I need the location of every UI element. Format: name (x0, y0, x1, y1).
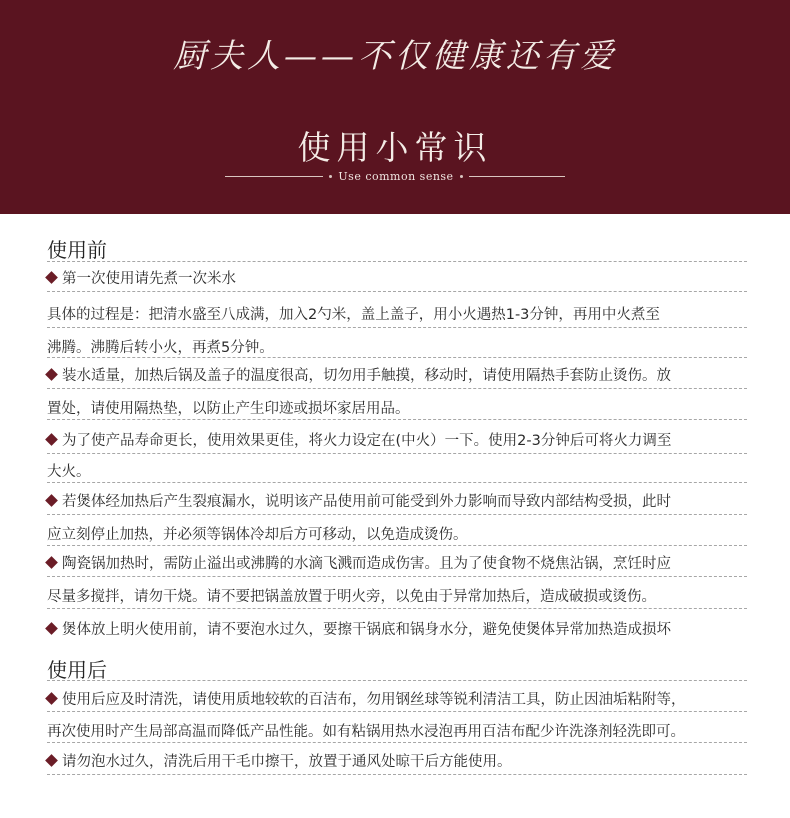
subtitle-row (0, 170, 790, 183)
section-heading-before: 使用前 (47, 238, 107, 262)
tip-line-bullet (47, 688, 686, 709)
tip-line-bullet (47, 429, 671, 450)
row-divider (47, 388, 747, 389)
subtitle-right-dot (460, 175, 463, 178)
subtitle-right-rule (469, 176, 565, 177)
brand-slogan: 厨夫人——不仅健康还有爱 (173, 36, 617, 75)
diamond-bullet-icon (45, 556, 58, 569)
tip-text: 装水适量，加热后锅及盖子的温度很高，切勿用手触摸，移动时，请使用隔热手套防止烫伤。放 (62, 368, 671, 384)
section-heading-after: 使用后 (47, 658, 107, 682)
subtitle-left-rule (225, 176, 323, 177)
row-divider (47, 453, 747, 454)
row-divider (47, 327, 747, 328)
tip-text: 第一次使用请先煮一次米水 (62, 271, 236, 287)
diamond-bullet-icon (45, 433, 58, 446)
tip-text: 为了使产品寿命更长，使用效果更佳，将火力设定在(中火）一下。使用2-3分钟后可将火力调至 (62, 433, 672, 449)
tip-line: 沸腾。沸腾后转小火，再煮5分钟。 (47, 340, 274, 356)
tip-line: 应立刻停止加热，并必须等锅体冷却后方可移动，以免造成烫伤。 (47, 527, 468, 543)
diamond-bullet-icon (45, 271, 58, 284)
tip-line-bullet (47, 552, 671, 573)
row-divider (47, 419, 747, 420)
tip-line: 置处，请使用隔热垫，以防止产生印迹或损坏家居用品。 (47, 401, 410, 417)
row-divider (47, 608, 747, 609)
tip-text: 使用后应及时清洗，请使用质地较软的百洁布，勿用钢丝球等锐利清洁工具，防止因油垢粘附等， (62, 692, 686, 708)
diamond-bullet-icon (45, 754, 58, 767)
tip-text: 煲体放上明火使用前，请不要泡水过久，要擦干锅底和锅身水分，避免使煲体异常加热造成损坏 (62, 622, 671, 638)
row-divider (47, 482, 747, 483)
tip-text: 请勿泡水过久，清洗后用干毛巾擦干，放置于通风处晾干后方能使用。 (62, 754, 512, 770)
subtitle-left-dot (329, 175, 332, 178)
tip-line: 大火。 (47, 464, 91, 480)
diamond-bullet-icon (45, 494, 58, 507)
row-divider (47, 774, 747, 775)
tip-text: 陶瓷锅加热时，需防止溢出或沸腾的水滴飞溅而造成伤害。且为了使食物不烧焦沾锅，烹饪时应 (62, 556, 671, 572)
tip-line: 再次使用时产生局部高温而降低产品性能。如有粘锅用热水浸泡再用百洁布配少许洗涤剂轻洗即可。 (47, 724, 685, 740)
tip-line-bullet (47, 267, 236, 288)
tip-line-bullet (47, 618, 671, 639)
tip-line: 具体的过程是：把清水盛至八成满，加入2勺米，盖上盖子，用小火遇热1-3分钟，再用中火煮至 (47, 307, 660, 323)
tip-line-bullet (47, 750, 512, 771)
row-divider (47, 514, 747, 515)
row-divider (47, 576, 747, 577)
tip-line-bullet (47, 490, 671, 511)
tip-text: 若煲体经加热后产生裂痕漏水，说明该产品使用前可能受到外力影响而导致内部结构受损，此时 (62, 494, 671, 510)
header-banner (0, 0, 790, 214)
tip-line: 尽量多搅拌，请勿干烧。请不要把锅盖放置于明火旁，以免由于异常加热后，造成破损或烫伤。 (47, 589, 656, 605)
tip-line-bullet (47, 364, 671, 385)
diamond-bullet-icon (45, 692, 58, 705)
page-title: 使用小常识 (297, 128, 493, 167)
row-divider (47, 742, 747, 743)
diamond-bullet-icon (45, 368, 58, 381)
row-divider (47, 261, 747, 262)
row-divider (47, 711, 747, 712)
row-divider (47, 291, 747, 292)
row-divider (47, 545, 747, 546)
diamond-bullet-icon (45, 622, 58, 635)
row-divider (47, 680, 747, 681)
page-subtitle: Use common sense (338, 170, 454, 183)
row-divider (47, 357, 747, 358)
